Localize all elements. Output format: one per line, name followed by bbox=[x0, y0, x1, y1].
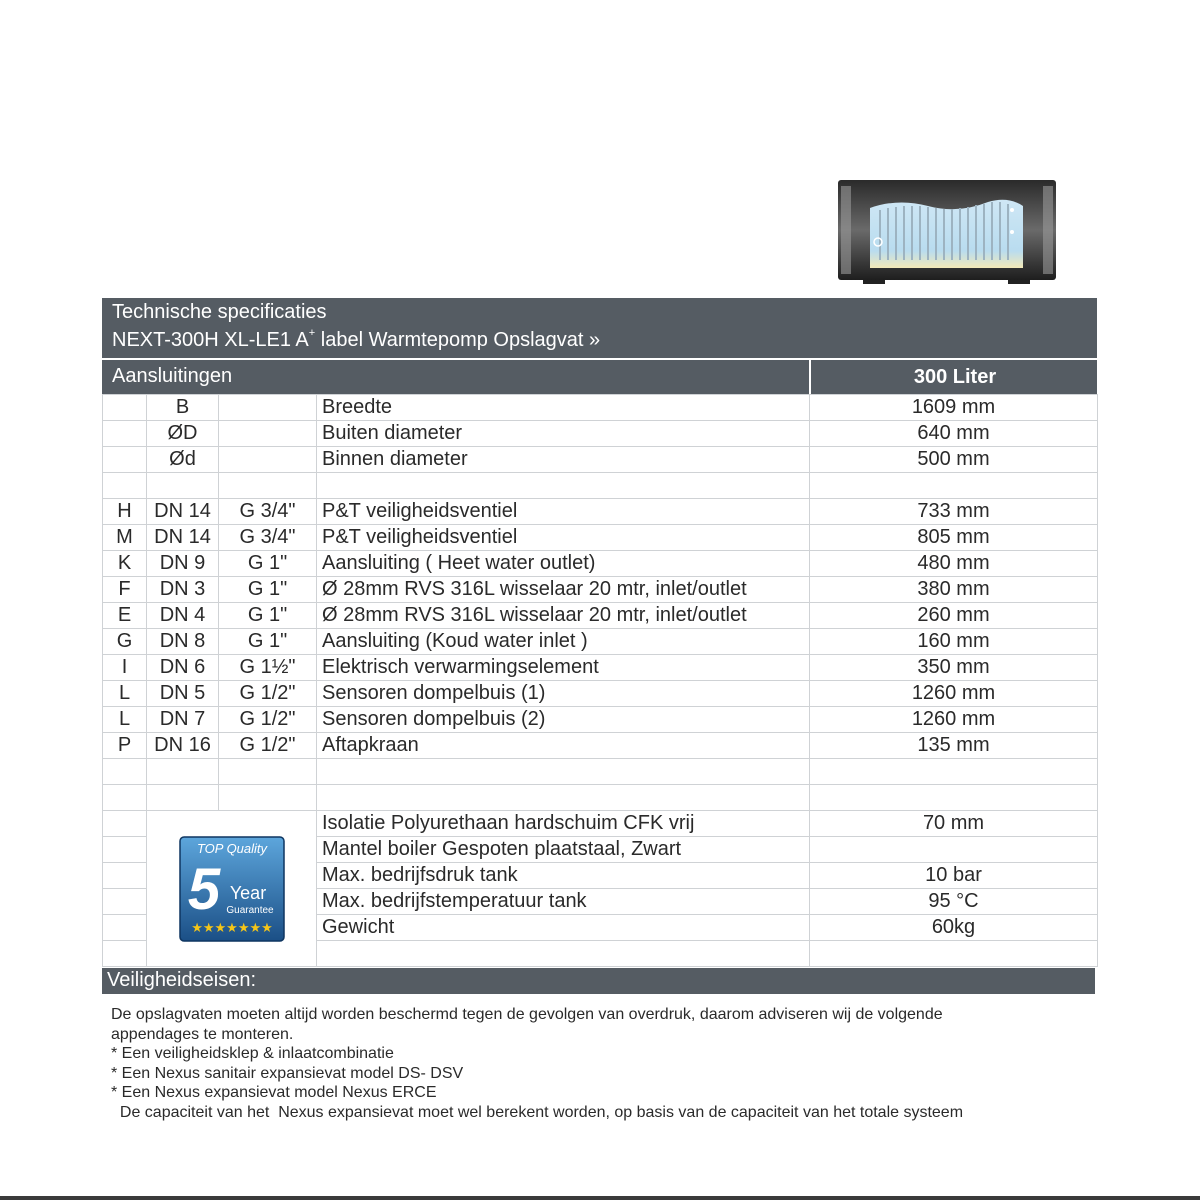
spec-value: 480 mm bbox=[810, 551, 1098, 577]
spec-value: 1260 mm bbox=[810, 681, 1098, 707]
empty-cell bbox=[219, 785, 317, 811]
spec-value: 350 mm bbox=[810, 655, 1098, 681]
table-row bbox=[103, 707, 1098, 733]
spec-value bbox=[810, 837, 1098, 863]
connection-code: I bbox=[103, 655, 147, 681]
safety-text bbox=[111, 1005, 1091, 1123]
connection-size: B bbox=[147, 395, 219, 421]
connection-thread: G 1/2" bbox=[219, 707, 317, 733]
connection-thread: G 1½" bbox=[219, 655, 317, 681]
spec-description: Binnen diameter bbox=[317, 447, 810, 473]
table-row bbox=[103, 811, 1098, 837]
connection-code bbox=[103, 473, 147, 499]
empty-cell bbox=[103, 837, 147, 863]
spec-description: Ø 28mm RVS 316L wisselaar 20 mtr, inlet/outlet bbox=[317, 577, 810, 603]
connection-thread: G 3/4" bbox=[219, 525, 317, 551]
connection-size: DN 16 bbox=[147, 733, 219, 759]
safety-line: De opslagvaten moeten altijd worden beschermd tegen de gevolgen van overdruk, daarom adviseren wij de volgende bbox=[111, 1006, 943, 1023]
connection-thread: G 1" bbox=[219, 629, 317, 655]
spec-title: Technische specificaties bbox=[112, 301, 327, 323]
badge-top-text: TOP Quality bbox=[196, 840, 267, 856]
spec-description: Max. bedrijfstemperatuur tank bbox=[317, 889, 810, 915]
spec-value: 135 mm bbox=[810, 733, 1098, 759]
connection-size: DN 14 bbox=[147, 525, 219, 551]
connection-size: DN 7 bbox=[147, 707, 219, 733]
bottom-divider bbox=[0, 1196, 1200, 1200]
connection-code bbox=[103, 395, 147, 421]
connection-thread bbox=[219, 395, 317, 421]
connections-header bbox=[102, 360, 1097, 394]
safety-line: * Een Nexus expansievat model Nexus ERCE bbox=[111, 1084, 437, 1102]
spec-value: 10 bar bbox=[810, 863, 1098, 889]
spec-description: P&T veiligheidsventiel bbox=[317, 499, 810, 525]
spec-value: 640 mm bbox=[810, 421, 1098, 447]
empty-cell bbox=[810, 785, 1098, 811]
safety-line: * Een Nexus sanitair expansievat model DS- DSV bbox=[111, 1064, 464, 1082]
safety-line: appendages te monteren. bbox=[111, 1025, 294, 1043]
connection-code: M bbox=[103, 525, 147, 551]
connection-thread bbox=[219, 447, 317, 473]
connection-size: DN 3 bbox=[147, 577, 219, 603]
table-row bbox=[103, 603, 1098, 629]
table-row bbox=[103, 681, 1098, 707]
empty-cell bbox=[317, 785, 810, 811]
connection-code: P bbox=[103, 733, 147, 759]
table-row bbox=[103, 551, 1098, 577]
connection-code: L bbox=[103, 681, 147, 707]
guarantee-badge bbox=[178, 835, 286, 943]
safety-line: * Een veiligheidsklep & inlaatcombinatie bbox=[111, 1045, 394, 1063]
connection-thread: G 1" bbox=[219, 577, 317, 603]
spec-description: Buiten diameter bbox=[317, 421, 810, 447]
connection-thread: G 1" bbox=[219, 551, 317, 577]
empty-cell bbox=[147, 785, 219, 811]
spec-description: P&T veiligheidsventiel bbox=[317, 525, 810, 551]
connection-size: Ød bbox=[147, 447, 219, 473]
connection-code: G bbox=[103, 629, 147, 655]
spec-value: 260 mm bbox=[810, 603, 1098, 629]
badge-stars: ★★★★★★★ bbox=[190, 920, 273, 936]
spec-description: Breedte bbox=[317, 395, 810, 421]
connection-size: DN 4 bbox=[147, 603, 219, 629]
badge-number: 5 bbox=[187, 856, 220, 922]
spec-value: 500 mm bbox=[810, 447, 1098, 473]
connection-thread: G 1/2" bbox=[219, 733, 317, 759]
empty-cell bbox=[810, 759, 1098, 785]
connection-code: F bbox=[103, 577, 147, 603]
empty-cell bbox=[103, 863, 147, 889]
capacity-label: 300 Liter bbox=[809, 360, 1099, 394]
empty-cell bbox=[147, 759, 219, 785]
connection-code: K bbox=[103, 551, 147, 577]
connection-size: DN 9 bbox=[147, 551, 219, 577]
connection-thread bbox=[219, 421, 317, 447]
badge-sub: Guarantee bbox=[225, 904, 274, 916]
empty-cell bbox=[317, 941, 810, 967]
connections-label: Aansluitingen bbox=[112, 365, 233, 387]
safety-title: Veiligheidseisen: bbox=[107, 969, 256, 991]
spec-description: Gewicht bbox=[317, 915, 810, 941]
table-row bbox=[103, 629, 1098, 655]
spec-value: 160 mm bbox=[810, 629, 1098, 655]
empty-cell bbox=[219, 759, 317, 785]
empty-cell bbox=[103, 889, 147, 915]
table-row bbox=[103, 499, 1098, 525]
product-title: NEXT-300H XL-LE1 A+ label Warmtepomp Opslagvat » bbox=[112, 327, 601, 351]
empty-cell bbox=[103, 785, 147, 811]
connection-code: L bbox=[103, 707, 147, 733]
spec-value: 70 mm bbox=[810, 811, 1098, 837]
spec-value: 1260 mm bbox=[810, 707, 1098, 733]
connection-code bbox=[103, 447, 147, 473]
connection-size: DN 8 bbox=[147, 629, 219, 655]
connection-thread: G 1" bbox=[219, 603, 317, 629]
spec-value: 1609 mm bbox=[810, 395, 1098, 421]
badge-word: Year bbox=[229, 882, 266, 903]
empty-cell bbox=[103, 915, 147, 941]
spec-header bbox=[102, 298, 1097, 358]
table-row bbox=[103, 733, 1098, 759]
spec-description: Aansluiting (Koud water inlet ) bbox=[317, 629, 810, 655]
table-row bbox=[103, 421, 1098, 447]
connection-size: ØD bbox=[147, 421, 219, 447]
spec-value: 733 mm bbox=[810, 499, 1098, 525]
safety-header bbox=[102, 968, 1095, 994]
product-image bbox=[838, 180, 1056, 284]
spec-description: Sensoren dompelbuis (2) bbox=[317, 707, 810, 733]
empty-row bbox=[103, 759, 1098, 785]
spec-value: 805 mm bbox=[810, 525, 1098, 551]
spec-description: Aftapkraan bbox=[317, 733, 810, 759]
spec-description bbox=[317, 473, 810, 499]
connection-size: DN 5 bbox=[147, 681, 219, 707]
connection-size bbox=[147, 473, 219, 499]
spec-value: 95 °C bbox=[810, 889, 1098, 915]
spec-value bbox=[810, 473, 1098, 499]
spec-description: Mantel boiler Gespoten plaatstaal, Zwart bbox=[317, 837, 810, 863]
connection-code: E bbox=[103, 603, 147, 629]
table-row bbox=[103, 655, 1098, 681]
empty-cell bbox=[317, 759, 810, 785]
spec-description: Aansluiting ( Heet water outlet) bbox=[317, 551, 810, 577]
connection-code: H bbox=[103, 499, 147, 525]
spec-description: Elektrisch verwarmingselement bbox=[317, 655, 810, 681]
badge-cell bbox=[147, 811, 317, 967]
empty-cell bbox=[810, 941, 1098, 967]
table-row bbox=[103, 395, 1098, 421]
empty-row bbox=[103, 785, 1098, 811]
empty-cell bbox=[103, 759, 147, 785]
spec-value: 60kg bbox=[810, 915, 1098, 941]
empty-cell bbox=[103, 811, 147, 837]
spec-description: Sensoren dompelbuis (1) bbox=[317, 681, 810, 707]
connection-code bbox=[103, 421, 147, 447]
connection-thread: G 3/4" bbox=[219, 499, 317, 525]
spec-description: Ø 28mm RVS 316L wisselaar 20 mtr, inlet/outlet bbox=[317, 603, 810, 629]
table-row bbox=[103, 473, 1098, 499]
connection-size: DN 14 bbox=[147, 499, 219, 525]
spec-description: Isolatie Polyurethaan hardschuim CFK vrij bbox=[317, 811, 810, 837]
connection-thread bbox=[219, 473, 317, 499]
safety-line: De capaciteit van het Nexus expansievat moet wel berekent worden, op basis van de capaciteit van het totale systeem bbox=[111, 1103, 964, 1121]
spec-table bbox=[102, 394, 1098, 967]
connection-size: DN 6 bbox=[147, 655, 219, 681]
spec-value: 380 mm bbox=[810, 577, 1098, 603]
table-row bbox=[103, 447, 1098, 473]
table-row bbox=[103, 577, 1098, 603]
empty-cell bbox=[103, 941, 147, 967]
connection-thread: G 1/2" bbox=[219, 681, 317, 707]
spec-description: Max. bedrijfsdruk tank bbox=[317, 863, 810, 889]
table-row bbox=[103, 525, 1098, 551]
